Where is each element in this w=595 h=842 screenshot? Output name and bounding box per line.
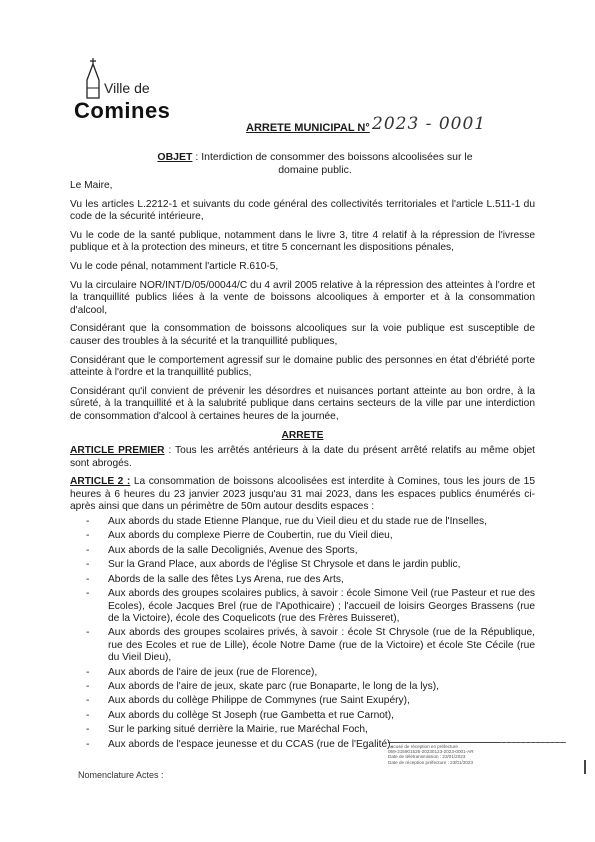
- location-list: [70, 516, 535, 751]
- considerant-paragraph-1: Considérant que la consommation de boissons alcooliques sur la voie publique est susceptible de causer des troubles à la sécurité et la tranquillité publiques,: [70, 323, 535, 347]
- objet-block: [150, 151, 480, 177]
- logo-ville-text: Ville de: [104, 80, 150, 96]
- le-maire: Le Maire,: [70, 180, 113, 191]
- stamp-line-3: Date de télétransmission : 23/01/2023: [388, 754, 466, 760]
- vu-paragraph-4: Vu la circulaire NOR/INT/D/05/00044/C du 4 avril 2005 relative à la répression des atteintes à l'ordre et la tranquillité publics liées à la vente de boissons alcooliques à emporter et à la consommation d'alcool,: [70, 279, 535, 316]
- list-item: - Aux abords du collège Philippe de Commynes (rue Saint Exupéry),: [86, 695, 410, 707]
- list-item: - Aux abords de la salle Decoligniés, Avenue des Sports,: [86, 544, 358, 556]
- stamp-line-2: 059-215901526-20230123-2023-0001-AR: [388, 749, 474, 755]
- prefecture-stamp: [388, 744, 568, 765]
- vu-paragraph-2: Vu le code de la santé publique, notamment dans le livre 3, titre 4 relatif à la répression de l'ivresse publique et à la protection des mineurs, et titre 5 concernant les dispositions pénales,: [70, 229, 535, 254]
- handwritten-arrete-number: 2023 - 0001: [372, 114, 487, 134]
- stamp-signature-line: [500, 742, 566, 743]
- list-item: - Aux abords des groupes scolaires privés, à savoir : école St Chrysole (rue de la République, rue des Ecoles et rue de Lille), école Notre Dame (rue de la Victoire) et école Ste Cécile (rue du Vieil Dieu),: [86, 627, 535, 664]
- article-2: [70, 476, 535, 514]
- stamp-line-1: Accusé de réception en préfecture: [388, 744, 458, 749]
- list-item: - Aux abords du stade Etienne Planque, rue du Vieil dieu et du stade rue de l'Inselles,: [86, 516, 487, 528]
- arrete-heading: ARRETE: [281, 429, 324, 441]
- list-item: - Aux abords de l'espace jeunesse et du CCAS (rue de l'Egalité),: [86, 738, 394, 750]
- article-1-label: ARTICLE PREMIER: [70, 445, 165, 457]
- article-2-label: ARTICLE 2 :: [70, 476, 131, 488]
- page-edge-mark: [584, 760, 586, 774]
- list-item: - Abords de la salle des fêtes Lys Arena, rue des Arts,: [86, 573, 344, 585]
- considerant-paragraph-2: Considérant que le comportement agressif sur le domaine public des personnes en état d'ébriété porte atteinte à l'ordre et la tranquillité publics,: [70, 354, 535, 379]
- stamp-line-4: Date de réception préfecture : 23/01/2023: [388, 759, 474, 765]
- list-item: - Aux abords du complexe Pierre de Coubertin, rue du Vieil dieu,: [86, 530, 393, 542]
- vu-paragraph-1: Vu les articles L.2212-1 et suivants du code général des collectivités territoriales et l'article L.511-1 du code de la sécurité intérieure,: [70, 198, 535, 223]
- logo-comines-text: Comines: [74, 98, 171, 123]
- vu-paragraph-3: Vu le code pénal, notamment l'article R.610-5,: [70, 260, 279, 272]
- list-item: - Aux abords de l'aire de jeux (rue de Florence),: [86, 666, 318, 678]
- arrete-title: ARRETE MUNICIPAL N°: [246, 122, 370, 134]
- article-1-text: : Tous les arrêtés antérieurs à la date du présent arrêté relatifs au même objet sont abrogés.: [70, 445, 536, 469]
- list-item: - Aux abords des groupes scolaires publics, à savoir : école Simone Veil (rue Pasteur et rue des Ecoles), école Jacques Brel (rue de l'Apothicaire) ; l'accueil de loisirs Georges Brassens (rue de la Victoire), école des Coquelicots (rue des Frères Buisseret),: [86, 588, 535, 624]
- article-1: [70, 445, 535, 470]
- city-logo: [74, 58, 184, 126]
- list-item: - Aux abords de l'aire de jeux, skate parc (rue Bonaparte, le long de la lys),: [86, 680, 439, 692]
- list-item: - Sur la Grand Place, aux abords de l'église St Chrysole et dans le jardin public,: [86, 559, 461, 571]
- list-item: - Sur le parking situé derrière la Mairie, rue Maréchal Foch,: [86, 724, 368, 736]
- objet-text: : Interdiction de consommer des boissons alcoolisées sur le domaine public.: [192, 151, 473, 176]
- nomenclature-label: Nomenclature Actes :: [78, 770, 164, 780]
- list-item: - Aux abords du collège St Joseph (rue Gambetta et rue Carnot),: [86, 709, 394, 721]
- document-body: [70, 180, 535, 753]
- article-2-text: La consommation de boissons alcoolisées est interdite à Comines, tous les jours de 15 heures à 6 heures du 23 janvier 2023 jusqu'au 31 mai 2023, dans les espaces publics énumérés ci-après ainsi que dans un périmètre de 50m autour desdits espaces :: [70, 476, 535, 513]
- objet-label: OBJET: [157, 151, 193, 163]
- considerant-paragraph-3: Considérant qu'il convient de prévenir les désordres et nuisances portant atteinte au bon ordre, à la sûreté, à la tranquillité et à la salubrité publique dans certains secteurs de la ville par une interdiction de consommation d'alcool à certaines heures de la journée,: [70, 385, 535, 422]
